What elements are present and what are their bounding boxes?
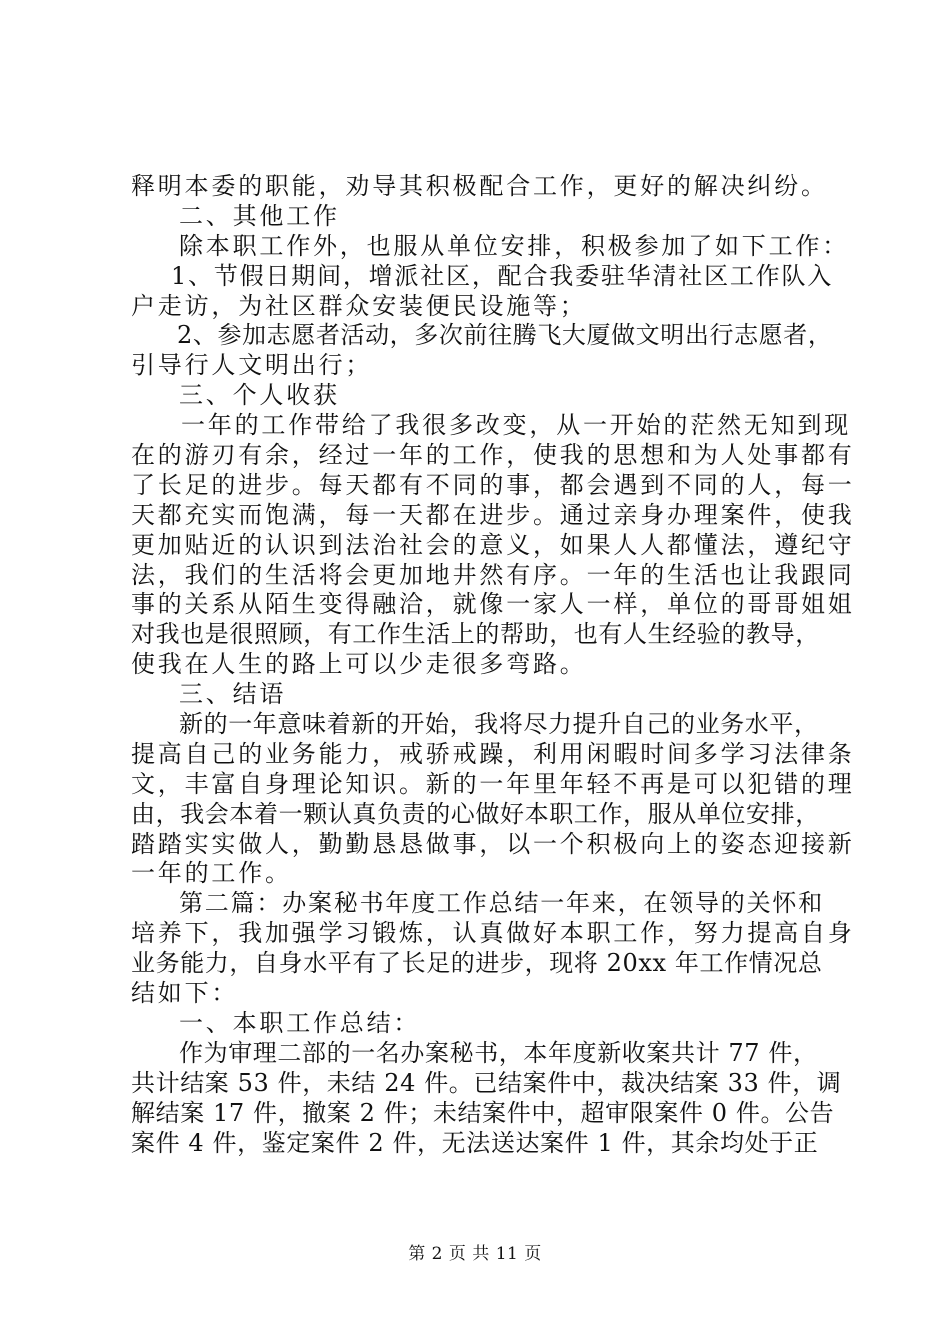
section-heading: 二、其他工作 <box>179 201 340 230</box>
text-line: 作为审理二部的一名办案秘书，本年度新收案共计 77 件， <box>179 1038 818 1067</box>
text-line: 一年的工作。 <box>131 859 292 888</box>
text-line: 解结案 17 件，撤案 2 件；未结案件中，超审限案件 0 件。公告 <box>131 1098 835 1127</box>
section-heading: 一、本职工作总结： <box>179 1008 421 1037</box>
text-line: 新的一年意味着新的开始，我将尽力提升自己的业务水平， <box>179 710 819 739</box>
text-line: 文，丰富自身理论知识。新的一年里年轻不再是可以犯错的理 <box>131 769 855 798</box>
text-line: 结如下： <box>131 979 239 1008</box>
text-line: 业务能力，自身水平有了长足的进步，现将 20xx 年工作情况总 <box>131 949 823 978</box>
text-line: 对我也是很照顾，有工作生活上的帮助，也有人生经验的教导， <box>131 620 820 649</box>
list-item: 2、参加志愿者活动，多次前往腾飞大厦做文明出行志愿者， <box>177 321 833 350</box>
text-line: 了长足的进步。每天都有不同的事，都会遇到不同的人，每一 <box>131 470 855 499</box>
text-line: 踏踏实实做人，勤勤恳恳做事，以一个积极向上的姿态迎接新 <box>131 829 855 858</box>
text-line: 天都充实而饱满，每一天都在进步。通过亲身办理案件，使我 <box>131 500 855 529</box>
page-number-footer: 第 2 页 共 11 页 <box>408 1244 542 1264</box>
text-line: 案件 4 件，鉴定案件 2 件，无法送达案件 1 件，其余均处于正 <box>131 1128 819 1157</box>
section-heading: 三、结语 <box>179 680 287 709</box>
text-line: 培养下，我加强学习锻炼，认真做好本职工作，努力提高自身 <box>131 919 855 948</box>
text-line: 由，我会本着一颗认真负责的心做好本职工作，服从单位安排， <box>131 799 820 828</box>
text-line: 一年的工作带给了我很多改变，从一开始的茫然无知到现 <box>181 411 851 440</box>
text-line: 除本职工作外，也服从单位安排，积极参加了如下工作： <box>179 231 849 260</box>
document-body <box>131 172 855 1158</box>
section-heading: 三、个人收获 <box>179 381 340 410</box>
text-line: 法，我们的生活将会更加地井然有序。一年的生活也让我跟同 <box>131 560 855 589</box>
text-line: 第二篇：办案秘书年度工作总结一年来，在领导的关怀和 <box>179 889 824 918</box>
text-line: 户走访，为社区群众安装便民设施等； <box>131 291 587 320</box>
text-line: 在的游刃有余，经过一年的工作，使我的思想和为人处事都有 <box>131 441 855 470</box>
text-line: 提高自己的业务能力，戒骄戒躁，利用闲暇时间多学习法律条 <box>131 739 855 768</box>
text-line: 引导行人文明出行； <box>131 351 373 380</box>
text-line: 事的关系从陌生变得融洽，就像一家人一样，单位的哥哥姐姐 <box>131 590 855 619</box>
list-item: 1、节假日期间，增派社区，配合我委驻华清社区工作队入 <box>171 261 834 290</box>
text-line: 释明本委的职能，劝导其积极配合工作，更好的解决纠纷。 <box>131 172 828 200</box>
text-line: 更加贴近的认识到法治社会的意义，如果人人都懂法，遵纪守 <box>131 530 855 559</box>
text-line: 使我在人生的路上可以少走很多弯路。 <box>131 650 587 679</box>
text-line: 共计结案 53 件，未结 24 件。已结案件中，裁决结案 33 件，调 <box>131 1068 842 1097</box>
